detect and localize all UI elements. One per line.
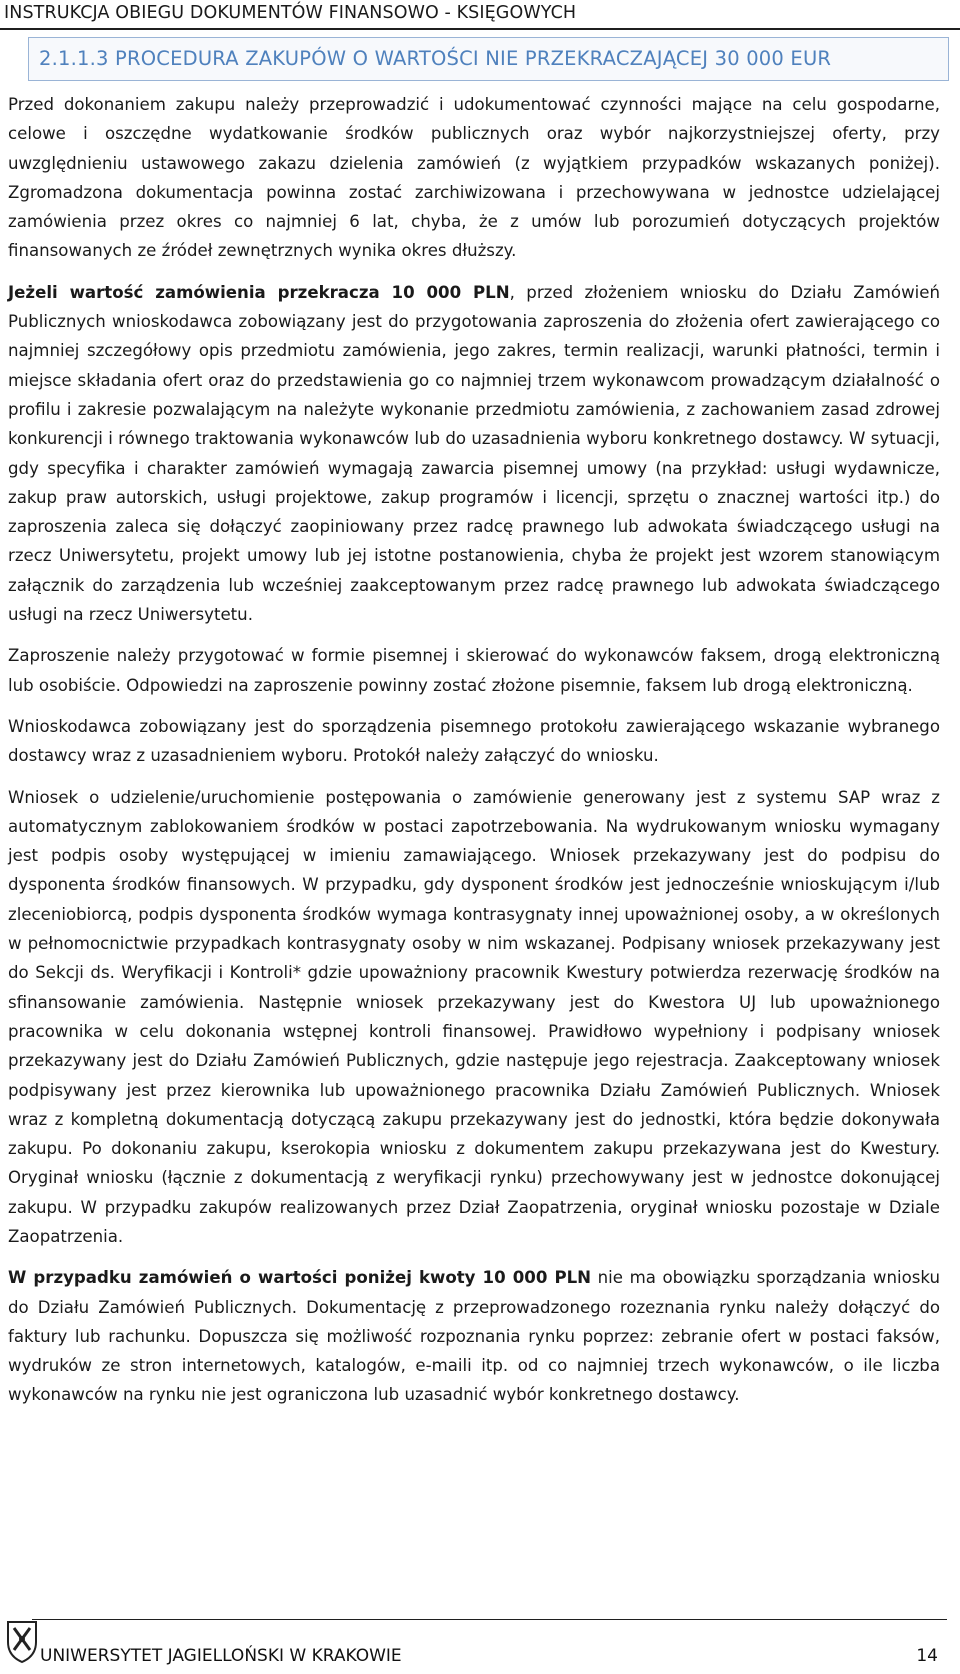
paragraph-text: , przed złożeniem wniosku do Działu Zamówień Publicznych wnioskodawca zobowiązany jest do przygotowania zaproszenia do złożenia ofert zawierającego co najmniej szczegółowy opis przedmiotu zamówienia, jego zakres, termin realizacji, warunki płatności, termin i miejsce składania ofert oraz do przedstawienia go co najmniej trzem wykonawcom prowadzącym działalność o profilu i zakresie pozwalającym na należyte wykonanie przedmiotu zamówienia, z zachowaniem zasad zdrowej konkurencji i równego traktowania wykonawców lub do uzasadnienia wyboru konkretnego dostawcy. W sytuacji, gdy specyfika i charakter zamówień wymagają zawarcia pisemnej umowy (na przykład: usługi wydawnicze, zakup praw autorskich, usługi projektowe, zakup programów i licencji, sprzętu o znacznej wartości itp.) do zaproszenia zaleca się dołączyć zaopiniowany przez radcę prawnego lub adwokata świadczącego usługi na rzecz Uniwersytetu, projekt umowy lub jej istotne postanowienia, chyba że projekt jest wzorem stanowiącym załącznik do zarządzenia lub wcześniej zaakceptowanym przez radcę prawnego lub adwokata świadczącego usługi na rzecz Uniwersytetu. — [8, 282, 940, 625]
running-header: INSTRUKCJA OBIEGU DOKUMENTÓW FINANSOWO - KSIĘGOWYCH — [4, 3, 577, 23]
header-rule — [0, 28, 960, 30]
paragraph-bold-lead: Jeżeli wartość zamówienia przekracza 10 000 PLN — [8, 282, 510, 302]
footer-rule — [32, 1619, 947, 1620]
paragraph-sap-request — [8, 783, 940, 1252]
paragraph-bold-lead: W przypadku zamówień o wartości poniżej kwoty 10 000 PLN — [8, 1268, 592, 1288]
paragraph-invitation — [8, 641, 940, 700]
paragraph-text: Wniosek o udzielenie/uruchomienie postępowania o zamówienie generowany jest z systemu SAP wraz z automatycznym zablokowaniem środków w postaci zapotrzebowania. Na wydrukowanym wniosku wymagany jest podpis osoby występującej w imieniu zamawiającego. Wniosek przekazywany jest do podpisu do dysponenta środków finansowych. W przypadku, gdy dysponent środków jest jednocześnie wnioskującym i/lub zleceniobiorcą, podpis dysponenta środków wymaga kontrasygnaty innej upoważnionej osoby, a w określonych w pełnomocnictwie przypadkach kontrasygnaty osoby w nim wskazanej. Podpisany wniosek przekazywany jest do Sekcji ds. Weryfikacji i Kontroli* gdzie upoważniony pracownik Kwestury potwierdza rezerwację środków na sfinansowanie zamówienia. Następnie wniosek przekazywany jest do Kwestora UJ lub upoważnionego pracownika w celu dokonania wstępnej kontroli finansowej. Prawidłowo wypełniony i podpisany wniosek przekazywany jest do Działu Zamówień Publicznych, gdzie następuje jego rejestracja. Zaakceptowany wniosek podpisywany jest przez kierownika lub upoważnionego pracownika Działu Zamówień Publicznych. Wniosek wraz z kompletną dokumentacją dotyczącą zakupu przekazywany jest do jednostki, która będzie dokonywała zakupu. Po dokonaniu zakupu, kserokopia wniosku z dokumentem zakupu przekazywana jest do Kwestury. Oryginał wniosku (łącznie z dokumentacją z weryfikacji rynku) przechowywany jest w jednostce dokonującej zakupu. W przypadku zakupów realizowanych przez Dział Zaopatrzenia, oryginał wniosku pozostaje w Dziale Zaopatrzenia. — [8, 787, 940, 1246]
paragraph-text: nie ma obowiązku sporządzania wniosku do Działu Zamówień Publicznych. Dokumentację z przeprowadzonego rozeznania rynku należy dołączyć do faktury lub rachunku. Dopuszcza się możliwość rozpoznania rynku poprzez: zebranie ofert w postaci faksów, wydruków ze stron internetowych, katalogów, e-maili itp. od co najmniej trzech wykonawców, o ile liczba wykonawców na rynku nie jest ograniczona lub uzasadnić wybór konkretnego dostawcy. — [8, 1268, 940, 1405]
paragraph-below-10000 — [8, 1263, 940, 1409]
paragraph-text: Wnioskodawca zobowiązany jest do sporządzenia pisemnego protokołu zawierającego wskazanie wybranego dostawcy wraz z uzasadnieniem wyboru. Protokół należy załączyć do wniosku. — [8, 716, 940, 766]
section-heading-box — [28, 37, 949, 81]
paragraph-intro — [8, 90, 940, 266]
page-number: 14 — [916, 1646, 938, 1666]
body-content — [8, 90, 940, 1422]
section-title: 2.1.1.3 PROCEDURA ZAKUPÓW O WARTOŚCI NIE PRZEKRACZAJĄCEJ 30 000 EUR — [39, 47, 832, 70]
paragraph-protocol — [8, 712, 940, 771]
university-crest-icon — [4, 1618, 40, 1664]
paragraph-over-10000 — [8, 278, 940, 630]
paragraph-text: Przed dokonaniem zakupu należy przeprowadzić i udokumentować czynności mające na celu gospodarne, celowe i oszczędne wydatkowanie środków publicznych oraz wybór najkorzystniejszej oferty, przy uwzględnieniu ustawowego zakazu dzielenia zamówień (z wyjątkiem przypadków wskazanych poniżej). Zgromadzona dokumentacja powinna zostać zarchiwizowana i przechowywana w jednostce udzielającej zamówienia przez okres co najmniej 6 lat, chyba, że z umów lub porozumień dotyczących projektów finansowanych ze źródeł zewnętrznych wynika okres dłuższy. — [8, 95, 940, 261]
paragraph-text: Zaproszenie należy przygotować w formie pisemnej i skierować do wykonawców faksem, drogą elektroniczną lub osobiście. Odpowiedzi na zaproszenie powinny zostać złożone pisemnie, faksem lub drogą elektroniczną. — [8, 646, 940, 695]
footer-institution: UNIWERSYTET JAGIELLOŃSKI W KRAKOWIE — [40, 1646, 402, 1666]
